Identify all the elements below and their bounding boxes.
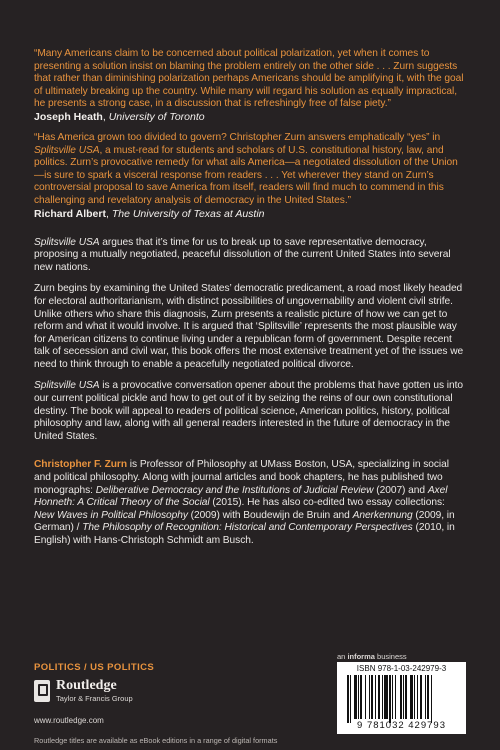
bio-text: (2015). He has also co-edited two essay collections: xyxy=(209,497,445,509)
barcode-bar xyxy=(417,675,418,719)
description-p1-text: argues that it’s time for us to break up to save representative democracy, proposing a mutually negotiated, peaceful dissolution of the current United States into several new nations. xyxy=(34,236,451,273)
bio-text: (2009, in German) / xyxy=(34,509,455,534)
barcode-bar xyxy=(354,675,357,719)
ebook-note: Routledge titles are available as eBook editions in a range of digital formats xyxy=(34,736,278,745)
barcode-bar xyxy=(403,675,404,719)
barcode-bar xyxy=(427,675,429,719)
book-title: Splitsville USA xyxy=(34,380,100,392)
quote-2-book-title: Splitsville USA xyxy=(34,144,100,156)
endorsement-quote-1: “Many Americans claim to be concerned about political polarization, yet when it comes to presenting a solution insist on blaming the problem entirely on the other side . . . Zurn suggests that rather than diminishing polarization perhaps Americans should be amplifying it, with the goal of ultimately breaking up the country. While many will regard his solution as equally impractical, he presents a strong case, in a discussion that is refreshingly free of false piety.” xyxy=(34,48,464,110)
bio-text: (2009) with Boudewijn de Bruin and xyxy=(187,509,353,521)
bio-text: (2007) and xyxy=(373,484,428,496)
book-description xyxy=(34,237,466,444)
barcode-bar xyxy=(400,675,402,719)
barcode-bar xyxy=(410,675,413,719)
informa-bold: informa xyxy=(347,652,375,661)
bio-book-title: Axel Honneth: A Critical Theory of the Social xyxy=(34,484,448,509)
barcode-bar xyxy=(384,675,387,719)
back-cover-content xyxy=(34,48,466,548)
barcode-bar xyxy=(405,675,407,719)
description-paragraph-3 xyxy=(34,380,466,443)
description-paragraph-1 xyxy=(34,237,466,275)
barcode-bar xyxy=(375,675,376,719)
bio-book-title: New Waves in Political Philosophy xyxy=(34,509,188,521)
publisher-url: www.routledge.com xyxy=(34,716,104,725)
barcode-bar xyxy=(371,675,373,719)
endorser-2-affiliation: The University of Texas at Austin xyxy=(111,207,265,220)
bio-book-title: The Philosophy of Recognition: Historical and Contemporary Perspectives xyxy=(82,522,413,534)
barcode-bar xyxy=(378,675,380,719)
bio-book-title: Anerkennung xyxy=(352,509,413,521)
barcode-bar xyxy=(347,675,349,723)
endorser-1: Joseph Heath, University of Toronto xyxy=(34,110,205,123)
publisher-brand: Routledge xyxy=(56,678,117,693)
author-bio xyxy=(34,459,466,547)
barcode-bar xyxy=(420,675,422,719)
barcode-bar xyxy=(360,675,362,719)
bio-text: is Professor of Philosophy at UMass Boston, USA, specializing in social and political philosophy. Along with journal articles and book chapters, he has published two monographs: xyxy=(34,459,449,496)
endorser-1-affiliation: University of Toronto xyxy=(108,110,205,123)
isbn-number: ISBN 978-1-03-242979-3 xyxy=(356,664,447,673)
author-name: Christopher F. Zurn xyxy=(34,459,127,471)
informa-suffix: business xyxy=(374,652,407,661)
informa-tagline xyxy=(337,652,407,661)
isbn-barcode xyxy=(337,662,466,734)
subject-category: POLITICS / US POLITICS xyxy=(34,662,155,673)
endorsement-quote-2 xyxy=(34,132,466,208)
description-p3-text: is a provocative conversation opener about the problems that have gotten us into our current political pickle and how to get out of it by seizing the reins of our own constitutional destiny. The book will appeal to readers of political science, American politics, history, political philosophy and law, along with all general readers interested in the future of democracy in the United States. xyxy=(34,380,463,442)
barcode-bar xyxy=(414,675,415,719)
barcode-bars xyxy=(347,675,457,719)
endorser-2: Richard Albert, The University of Texas at Austin xyxy=(34,207,265,220)
quote-2-part-a: “Has America grown too divided to govern? Christopher Zurn answers emphatically “yes” in xyxy=(34,131,441,143)
description-paragraph-2: Zurn begins by examining the United States’ democratic predicament, a road most likely headed for electoral authoritarianism, with distinct possibilities of ungovernability and violent civil strife. Unlike others who share this diagnosis, Zurn presents a realistic picture of how we can get to reform and what it would involve. It is argued that ‘Splitsville’ represents the most plausible way for American citizens to continue living under a republican form of government. Despite recent talk of secession and civil war, this book offers the most extensive treatment yet of the issues we need to think through to enable a peacefully negotiated political divorce. xyxy=(34,283,464,370)
barcode-bar xyxy=(395,675,396,719)
barcode-bar xyxy=(425,675,426,719)
informa-prefix: an xyxy=(337,652,348,661)
barcode-bar xyxy=(358,675,359,719)
barcode-bar xyxy=(350,675,351,723)
barcode-bar xyxy=(382,675,383,719)
barcode-bar xyxy=(392,675,393,719)
endorser-1-name: Joseph Heath xyxy=(34,110,103,123)
barcode-bar xyxy=(369,675,370,719)
quote-2-part-b: , a must-read for students and scholars of U.S. constitutional history, law, and politics. Zurn’s provocative remedy for what ails America—a negotiated dissolution of the Union—is sure to spark a visceral response from readers . . . Yet wherever they stand on Zurn’s controversial proposal to save America from itself, readers will find much to commend in this challenging and revelatory analysis of democracy in the United States.” xyxy=(34,144,458,206)
bio-book-title: Deliberative Democracy and the Institutions of Judicial Review xyxy=(95,484,374,496)
barcode-bar xyxy=(431,675,432,723)
endorser-2-name: Richard Albert xyxy=(34,207,106,220)
bio-text: (2010, in English) with Hans-Christoph Schmidt am Busch. xyxy=(34,522,455,546)
barcode-bar xyxy=(389,675,391,723)
barcode-bar xyxy=(365,675,366,719)
publisher-logo xyxy=(34,680,154,714)
book-title: Splitsville USA xyxy=(34,236,100,248)
barcode-digits: 9 781032 429793 xyxy=(357,720,446,731)
routledge-logo-icon xyxy=(34,680,50,702)
publisher-group: Taylor & Francis Group xyxy=(56,694,133,703)
